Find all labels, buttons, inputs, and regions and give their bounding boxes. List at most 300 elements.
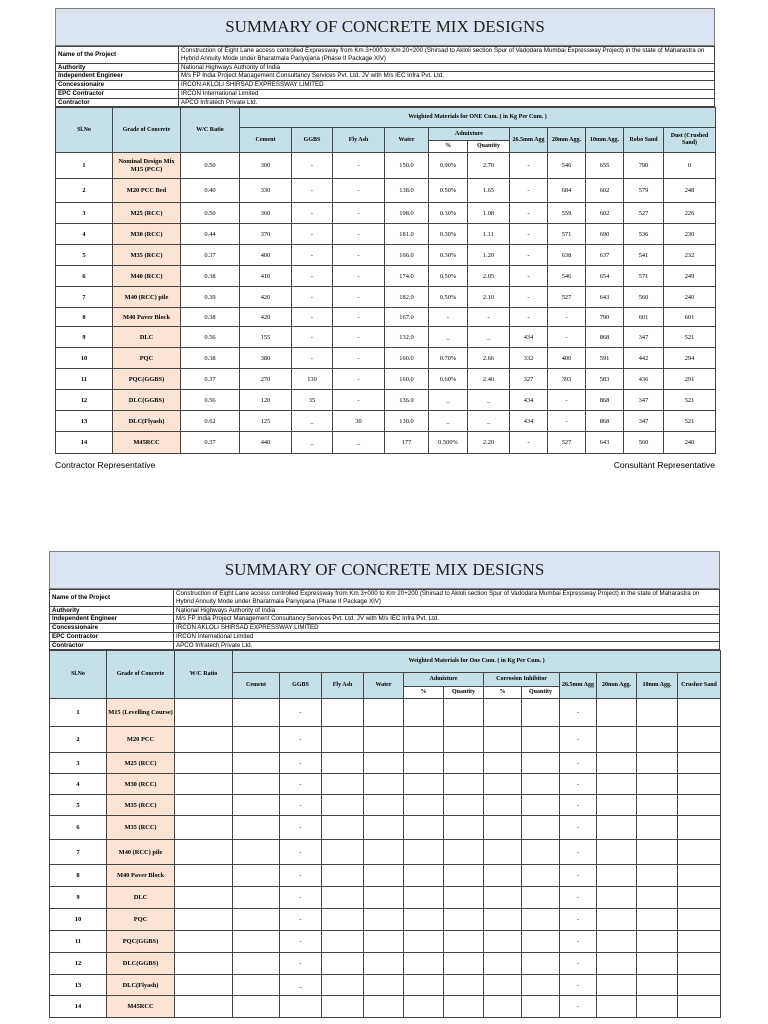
empty-cell	[522, 753, 560, 774]
empty-cell	[522, 931, 560, 953]
pct-cell: _	[429, 327, 468, 348]
info-key: Authority	[56, 63, 179, 72]
water-cell: 167.0	[385, 308, 429, 327]
wc-ratio-cell	[175, 887, 233, 909]
table-row	[50, 887, 721, 909]
header-weighted-materials: Weighted Materials for ONE Cum. ( in Kg Per Cum. )	[240, 108, 716, 128]
header-agg-26-5: 26.5mm Agg	[560, 673, 597, 699]
empty-cell	[522, 840, 560, 865]
empty-cell	[404, 727, 444, 753]
empty-cell	[322, 840, 364, 865]
header-agg-20: 20mm Agg.	[548, 128, 586, 153]
empty-cell	[322, 774, 364, 795]
cement-cell: 155	[240, 327, 292, 348]
table-row	[50, 909, 721, 931]
project-info-table	[49, 589, 720, 650]
empty-cell	[322, 816, 364, 840]
table-row	[56, 308, 716, 327]
info-row	[50, 615, 720, 624]
water-cell: 182.0	[385, 287, 429, 308]
empty-cell	[444, 909, 484, 931]
sl-no-cell: 14	[56, 432, 113, 454]
robo-cell: 560	[624, 287, 664, 308]
a10-cell: 654	[586, 266, 624, 287]
empty-cell	[364, 753, 404, 774]
ggbs-cell: -	[280, 774, 322, 795]
grade-cell: DLC(Flyash)	[107, 975, 175, 996]
agg-26-5-cell: -	[560, 975, 597, 996]
a265-cell: -	[510, 432, 548, 454]
info-value: M/s FP India Project Management Consultancy Services Pvt. Ltd. JV with M/s IEC Infra Pvt. Ltd.	[174, 615, 720, 624]
info-key: EPC Contractor	[56, 89, 179, 98]
crusher-sand-cell	[678, 795, 721, 816]
crusher-sand-cell	[678, 931, 721, 953]
empty-cell	[444, 753, 484, 774]
ggbs-cell: -	[292, 287, 333, 308]
mix-design-sheet-2	[49, 551, 720, 1018]
grade-cell: DLC(Flyash)	[113, 411, 181, 432]
ggbs-cell: -	[292, 203, 333, 224]
agg-10-cell	[637, 996, 678, 1018]
pct-cell: _	[429, 411, 468, 432]
grade-cell: M45RCC	[107, 996, 175, 1018]
qty-cell: 1.11	[468, 224, 510, 245]
cement-cell: 300	[240, 153, 292, 179]
project-info-table	[55, 46, 715, 107]
qty-cell: 2.70	[468, 153, 510, 179]
qty-cell: 1.20	[468, 245, 510, 266]
info-key: Name of the Project	[56, 47, 179, 64]
sl-no-cell: 6	[56, 266, 113, 287]
qty-cell: _	[468, 390, 510, 411]
agg-10-cell	[637, 953, 678, 975]
sl-no-cell: 9	[50, 887, 107, 909]
empty-cell	[522, 699, 560, 727]
table-row	[50, 795, 721, 816]
agg-20-cell	[597, 727, 637, 753]
info-value: IRCON International Limited	[179, 89, 715, 98]
empty-cell	[364, 795, 404, 816]
a10-cell: 583	[586, 369, 624, 390]
empty-cell	[404, 996, 444, 1018]
a265-cell: -	[510, 287, 548, 308]
header-robo-sand: Robo Sand	[624, 128, 664, 153]
crusher-sand-cell	[678, 774, 721, 795]
a20-cell: 638	[548, 245, 586, 266]
a265-cell: -	[510, 308, 548, 327]
wc-ratio-cell	[175, 931, 233, 953]
crusher-sand-cell	[678, 953, 721, 975]
empty-cell	[484, 887, 522, 909]
table-row	[56, 266, 716, 287]
pct-cell: 0.30%	[429, 245, 468, 266]
pct-cell: 0.70%	[429, 348, 468, 369]
agg-20-cell	[597, 699, 637, 727]
robo-cell: 571	[624, 266, 664, 287]
robo-cell: 601	[624, 308, 664, 327]
ggbs-cell: _	[280, 975, 322, 996]
empty-cell	[522, 909, 560, 931]
info-value: National Highways Authority of India	[174, 606, 720, 615]
empty-cell	[484, 774, 522, 795]
grade-cell: M15 (Levelling Course)	[107, 699, 175, 727]
sl-no-cell: 11	[56, 369, 113, 390]
empty-cell	[444, 865, 484, 887]
ggbs-cell: 35	[292, 390, 333, 411]
info-key: Contractor	[50, 641, 174, 650]
a265-cell: -	[510, 153, 548, 179]
robo-cell: 347	[624, 390, 664, 411]
empty-cell	[444, 931, 484, 953]
agg-10-cell	[637, 774, 678, 795]
info-key: Authority	[50, 606, 174, 615]
agg-26-5-cell: -	[560, 887, 597, 909]
a20-cell: 400	[548, 348, 586, 369]
crusher-sand-cell	[678, 699, 721, 727]
agg-20-cell	[597, 975, 637, 996]
wc-ratio-cell: 0.50	[181, 203, 240, 224]
flyash-cell: -	[333, 245, 385, 266]
empty-cell	[444, 816, 484, 840]
header-inhibitor-qty: Quantity	[522, 687, 560, 699]
robo-cell: 536	[624, 224, 664, 245]
pct-cell: 0.50%	[429, 287, 468, 308]
empty-cell	[404, 931, 444, 953]
pct-cell: 0.30%	[429, 203, 468, 224]
empty-cell	[404, 887, 444, 909]
sl-no-cell: 10	[56, 348, 113, 369]
contractor-representative-label: Contractor Representative	[55, 460, 156, 471]
grade-cell: PQC	[113, 348, 181, 369]
water-cell: 136.0	[385, 390, 429, 411]
cement-cell	[233, 887, 280, 909]
table-row	[56, 153, 716, 179]
flyash-cell: -	[333, 390, 385, 411]
ggbs-cell: _	[292, 432, 333, 454]
sl-no-cell: 1	[56, 153, 113, 179]
crusher-sand-cell	[678, 996, 721, 1018]
wc-ratio-cell: 0.37	[181, 432, 240, 454]
a20-cell: -	[548, 411, 586, 432]
table-row	[50, 753, 721, 774]
sheet-title: SUMMARY OF CONCRETE MIX DESIGNS	[49, 551, 720, 589]
wc-ratio-cell: 0.56	[181, 327, 240, 348]
empty-cell	[484, 975, 522, 996]
cement-cell	[233, 909, 280, 931]
flyash-cell: -	[333, 266, 385, 287]
crusher-sand-cell	[678, 727, 721, 753]
agg-20-cell	[597, 795, 637, 816]
cement-cell	[233, 753, 280, 774]
info-key: EPC Contractor	[50, 632, 174, 641]
flyash-cell: -	[333, 308, 385, 327]
agg-20-cell	[597, 909, 637, 931]
sl-no-cell: 3	[50, 753, 107, 774]
cement-cell: 125	[240, 411, 292, 432]
qty-cell: 1.08	[468, 203, 510, 224]
table-row	[56, 203, 716, 224]
empty-cell	[484, 953, 522, 975]
crusher-sand-cell	[678, 865, 721, 887]
header-admixture-qty: Quantity	[468, 141, 510, 153]
robo-cell: 790	[624, 153, 664, 179]
header-water: Water	[364, 673, 404, 699]
wc-ratio-cell	[175, 727, 233, 753]
grade-cell: PQC(GGBS)	[107, 931, 175, 953]
empty-cell	[322, 753, 364, 774]
empty-cell	[322, 865, 364, 887]
water-cell: 198.0	[385, 203, 429, 224]
wc-ratio-cell	[175, 840, 233, 865]
grade-cell: M30 (RCC)	[107, 774, 175, 795]
header-dust: Dust (Crushed Sand)	[664, 128, 716, 153]
sl-no-cell: 11	[50, 931, 107, 953]
empty-cell	[484, 996, 522, 1018]
agg-26-5-cell: -	[560, 865, 597, 887]
empty-cell	[404, 953, 444, 975]
a10-cell: 643	[586, 432, 624, 454]
a20-cell: 571	[548, 224, 586, 245]
cement-cell: 270	[240, 369, 292, 390]
empty-cell	[444, 795, 484, 816]
cement-cell: 420	[240, 308, 292, 327]
empty-cell	[364, 931, 404, 953]
cement-cell	[233, 865, 280, 887]
info-key: Concessionaire	[50, 624, 174, 633]
header-admixture: Admixture	[404, 673, 484, 687]
info-row	[50, 590, 720, 607]
a265-cell: 434	[510, 390, 548, 411]
sl-no-cell: 7	[50, 840, 107, 865]
qty-cell: 2.40	[468, 369, 510, 390]
ggbs-cell: -	[292, 327, 333, 348]
a20-cell: -	[548, 308, 586, 327]
pct-cell: 0.500%	[429, 432, 468, 454]
agg-20-cell	[597, 840, 637, 865]
agg-10-cell	[637, 840, 678, 865]
robo-cell: 442	[624, 348, 664, 369]
cement-cell: 120	[240, 390, 292, 411]
ggbs-cell: -	[280, 887, 322, 909]
info-key: Independent Engineer	[50, 615, 174, 624]
agg-26-5-cell: -	[560, 996, 597, 1018]
info-value: APCO Infratech Private Ltd.	[179, 98, 715, 107]
wc-ratio-cell: 0.38	[181, 308, 240, 327]
info-row	[50, 624, 720, 633]
table-row	[56, 411, 716, 432]
a265-cell: 434	[510, 327, 548, 348]
ggbs-cell: _	[292, 411, 333, 432]
agg-10-cell	[637, 975, 678, 996]
empty-cell	[322, 699, 364, 727]
ggbs-cell: -	[280, 699, 322, 727]
sl-no-cell: 9	[56, 327, 113, 348]
header-cement: Cement	[240, 128, 292, 153]
wc-ratio-cell: 0.38	[181, 348, 240, 369]
grade-cell: M20 PCC Bed	[113, 179, 181, 203]
sl-no-cell: 8	[56, 308, 113, 327]
wc-ratio-cell	[175, 795, 233, 816]
wc-ratio-cell	[175, 975, 233, 996]
table-row	[50, 774, 721, 795]
empty-cell	[522, 996, 560, 1018]
ggbs-cell: -	[280, 953, 322, 975]
crusher-sand-cell	[678, 909, 721, 931]
robo-cell: 527	[624, 203, 664, 224]
empty-cell	[484, 699, 522, 727]
water-cell: 174.0	[385, 266, 429, 287]
water-cell: 160.0	[385, 348, 429, 369]
empty-cell	[364, 887, 404, 909]
table-row	[56, 369, 716, 390]
empty-cell	[404, 795, 444, 816]
qty-cell: 2.10	[468, 287, 510, 308]
wc-ratio-cell	[175, 909, 233, 931]
sl-no-cell: 1	[50, 699, 107, 727]
info-key: Concessionaire	[56, 81, 179, 90]
a10-cell: 643	[586, 287, 624, 308]
sl-no-cell: 13	[50, 975, 107, 996]
empty-cell	[522, 727, 560, 753]
empty-cell	[404, 774, 444, 795]
empty-cell	[364, 996, 404, 1018]
dust-cell: 240	[664, 432, 716, 454]
sl-no-cell: 7	[56, 287, 113, 308]
water-cell: 166.0	[385, 245, 429, 266]
a265-cell: -	[510, 266, 548, 287]
consultant-representative-label: Consultant Representative	[613, 460, 715, 471]
grade-cell: M35 (RCC)	[113, 245, 181, 266]
a20-cell: -	[548, 327, 586, 348]
header-wc-ratio: W/C Ratio	[181, 108, 240, 153]
grade-cell: M40 (RCC) pile	[107, 840, 175, 865]
wc-ratio-cell	[175, 753, 233, 774]
ggbs-cell: -	[280, 753, 322, 774]
grade-cell: M35 (RCC)	[107, 816, 175, 840]
header-water: Water	[385, 128, 429, 153]
water-cell: 150.0	[385, 153, 429, 179]
agg-10-cell	[637, 753, 678, 774]
header-admixture: Admixture	[429, 128, 510, 141]
sl-no-cell: 12	[50, 953, 107, 975]
sl-no-cell: 10	[50, 909, 107, 931]
a20-cell: 546	[548, 153, 586, 179]
empty-cell	[404, 816, 444, 840]
a20-cell: 684	[548, 179, 586, 203]
empty-cell	[322, 727, 364, 753]
agg-10-cell	[637, 795, 678, 816]
ggbs-cell: -	[292, 266, 333, 287]
a20-cell: 527	[548, 287, 586, 308]
qty-cell: 2.20	[468, 432, 510, 454]
empty-cell	[444, 727, 484, 753]
ggbs-cell: 130	[292, 369, 333, 390]
empty-cell	[484, 727, 522, 753]
cement-cell	[233, 816, 280, 840]
empty-cell	[322, 887, 364, 909]
table-row	[56, 390, 716, 411]
qty-cell: _	[468, 327, 510, 348]
agg-10-cell	[637, 887, 678, 909]
empty-cell	[404, 975, 444, 996]
empty-cell	[364, 975, 404, 996]
dust-cell: 601	[664, 308, 716, 327]
a20-cell: -	[548, 390, 586, 411]
table-row	[50, 931, 721, 953]
info-row	[56, 63, 715, 72]
water-cell: 138.0	[385, 179, 429, 203]
crusher-sand-cell	[678, 816, 721, 840]
mix-design-table	[49, 650, 721, 1018]
agg-20-cell	[597, 931, 637, 953]
robo-cell: 560	[624, 432, 664, 454]
wc-ratio-cell: 0.44	[181, 224, 240, 245]
pct-cell: 0.30%	[429, 224, 468, 245]
empty-cell	[404, 840, 444, 865]
agg-26-5-cell: -	[560, 816, 597, 840]
wc-ratio-cell: 0.39	[181, 287, 240, 308]
ggbs-cell: -	[292, 308, 333, 327]
agg-20-cell	[597, 996, 637, 1018]
info-row	[56, 47, 715, 64]
table-row	[56, 287, 716, 308]
a20-cell: 546	[548, 266, 586, 287]
empty-cell	[364, 953, 404, 975]
empty-cell	[322, 795, 364, 816]
dust-cell: 248	[664, 179, 716, 203]
a265-cell: 332	[510, 348, 548, 369]
header-agg-20: 20mm Agg.	[597, 673, 637, 699]
wc-ratio-cell: 0.62	[181, 411, 240, 432]
table-row	[50, 865, 721, 887]
info-key: Independent Engineer	[56, 72, 179, 81]
cement-cell	[233, 727, 280, 753]
pct-cell: 0.90%	[429, 153, 468, 179]
a10-cell: 868	[586, 411, 624, 432]
header-slno: Sl.No	[50, 651, 107, 699]
wc-ratio-cell: 0.50	[181, 153, 240, 179]
dust-cell: 240	[664, 287, 716, 308]
wc-ratio-cell: 0.37	[181, 245, 240, 266]
cement-cell	[233, 699, 280, 727]
wc-ratio-cell	[175, 865, 233, 887]
empty-cell	[484, 931, 522, 953]
dust-cell: 232	[664, 245, 716, 266]
ggbs-cell	[280, 996, 322, 1018]
agg-10-cell	[637, 727, 678, 753]
agg-26-5-cell: -	[560, 699, 597, 727]
info-value: National Highways Authority of India	[179, 63, 715, 72]
a10-cell: 690	[586, 224, 624, 245]
water-cell: 130.0	[385, 411, 429, 432]
flyash-cell: _	[333, 432, 385, 454]
pct-cell: 0.50%	[429, 266, 468, 287]
wc-ratio-cell: 0.56	[181, 390, 240, 411]
empty-cell	[522, 887, 560, 909]
crusher-sand-cell	[678, 887, 721, 909]
agg-10-cell	[637, 931, 678, 953]
a20-cell: 559	[548, 203, 586, 224]
cement-cell: 330	[240, 179, 292, 203]
header-agg-10: 10mm Agg.	[586, 128, 624, 153]
cement-cell: 420	[240, 287, 292, 308]
grade-cell: M25 (RCC)	[113, 203, 181, 224]
flyash-cell: -	[333, 224, 385, 245]
header-slno: Sl.No	[56, 108, 113, 153]
dust-cell: 294	[664, 348, 716, 369]
info-row	[50, 641, 720, 650]
empty-cell	[404, 753, 444, 774]
